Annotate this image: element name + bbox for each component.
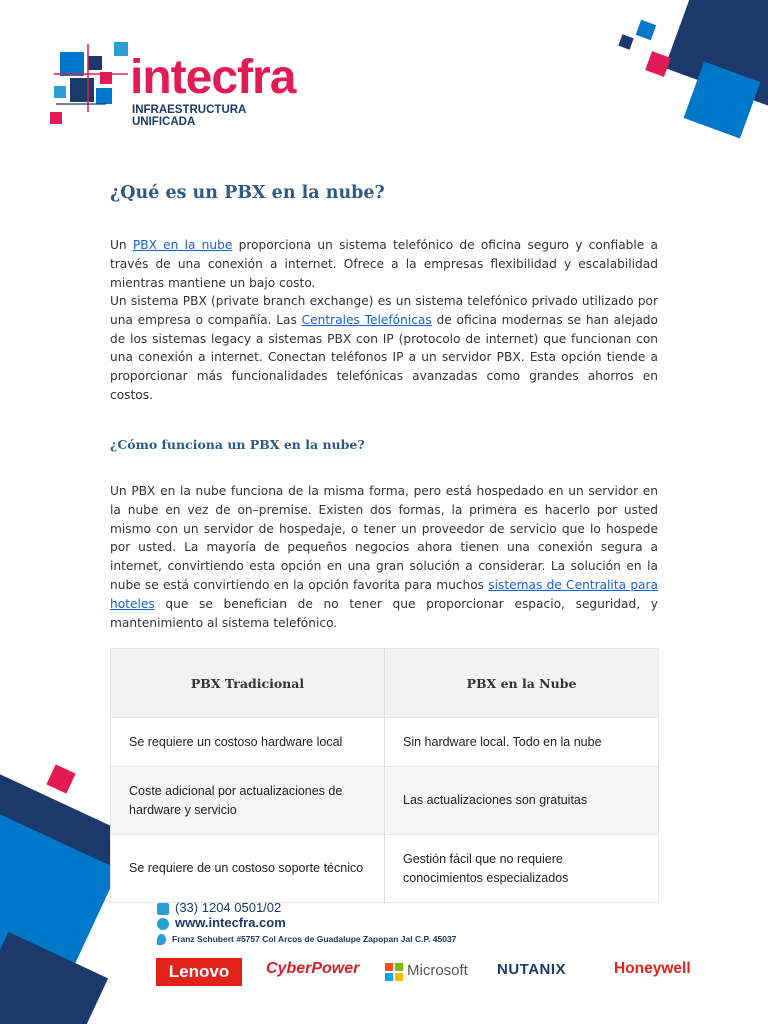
page-title: ¿Qué es un PBX en la nube? — [110, 183, 385, 203]
partner-logos — [156, 958, 702, 986]
intro-paragraph-1: Un PBX en la nube proporciona un sistema telefónico de oficina seguro y confiable a través de una conexión a internet. Ofrece a la empresas flexibilidad y escalabilidad mientras mantiene un bajo costo. — [110, 238, 658, 290]
intro-paragraph-2: Un sistema PBX (private branch exchange) es un sistema telefónico privado utilizado por una empresa o compañía. Las Centrales Telefónicas de oficina modernas se han alejado de los sistemas legacy a sistemas PBX con IP (protocolo de internet) que funcionan con una conexión a internet. Conectan teléfonos IP a un servidor PBX. Esta opción tiende a proporcionar más funcionalidades telefónicas avanzadas como grandes ahorros en costos. — [110, 294, 658, 402]
section-paragraph: Un PBX en la nube funciona de la misma forma, pero está hospedado en un servidor en la nube en vez de on–premise. Existen dos formas, la primera es hacerlo por usted mismo con un servidor de hospedaje, o tener un proveedor de servicio que lo hospede por usted. La mayoría de pequeños negocios ahora tienen una conexión segura a internet, convirtiendo esta opción en una gran solución a considerar. La solución en la nube se está convirtiendo en la opción favorita para muchos sistemas de Centralita para hoteles que se benefician de no tener que proporcionar espacio, seguridad, y mantenimiento al sistema telefónico. — [110, 484, 658, 630]
table-cell: Gestión fácil que no requiere conocimientos especializados — [385, 835, 659, 903]
link-pbx-en-la-nube[interactable]: PBX en la nube — [132, 238, 233, 252]
brand-lenovo: Lenovo — [156, 958, 242, 986]
table-cell: Se requiere de un costoso soporte técnico — [111, 835, 385, 903]
contact-web[interactable]: www.intecfra.com — [157, 915, 286, 930]
table-row — [111, 835, 659, 903]
brand-honeywell: Honeywell — [614, 960, 691, 977]
phone-icon — [157, 903, 169, 915]
comparison-table — [110, 648, 659, 903]
logo-wordmark: intecfra — [130, 51, 296, 104]
table-cell: Se requiere un costoso hardware local — [111, 718, 385, 767]
table-header-traditional: PBX Tradicional — [111, 649, 385, 718]
company-logo — [48, 42, 308, 128]
logo-tagline: INFRAESTRUCTURA UNIFICADA — [132, 104, 246, 128]
table-cell: Sin hardware local. Todo en la nube — [385, 718, 659, 767]
location-pin-icon — [157, 934, 166, 945]
table-row — [111, 718, 659, 767]
contact-address: Franz Schubert #5757 Col Arcos de Guadalupe Zapopan Jal C.P. 45037 — [157, 934, 456, 945]
logo-mark-icon — [48, 42, 132, 126]
table-header-cloud: PBX en la Nube — [385, 649, 659, 718]
section-subtitle: ¿Cómo funciona un PBX en la nube? — [110, 437, 365, 452]
table-cell: Las actualizaciones son gratuitas — [385, 767, 659, 835]
table-cell: Coste adicional por actualizaciones de hardware y servicio — [111, 767, 385, 835]
brand-cyberpower: CyberPower — [266, 960, 360, 977]
globe-icon — [157, 918, 169, 930]
brand-nutanix: NUTANIX — [497, 961, 567, 978]
contact-phone: (33) 1204 0501/02 — [157, 900, 281, 915]
table-row — [111, 767, 659, 835]
link-centralita-hoteles[interactable]: sistemas de Centralita para hoteles — [110, 577, 658, 611]
link-centrales-telefonicas[interactable]: Centrales Telefónicas — [301, 312, 432, 327]
brand-microsoft: Microsoft — [385, 962, 505, 984]
microsoft-icon — [385, 963, 403, 981]
decoration-top-right — [600, 0, 768, 140]
